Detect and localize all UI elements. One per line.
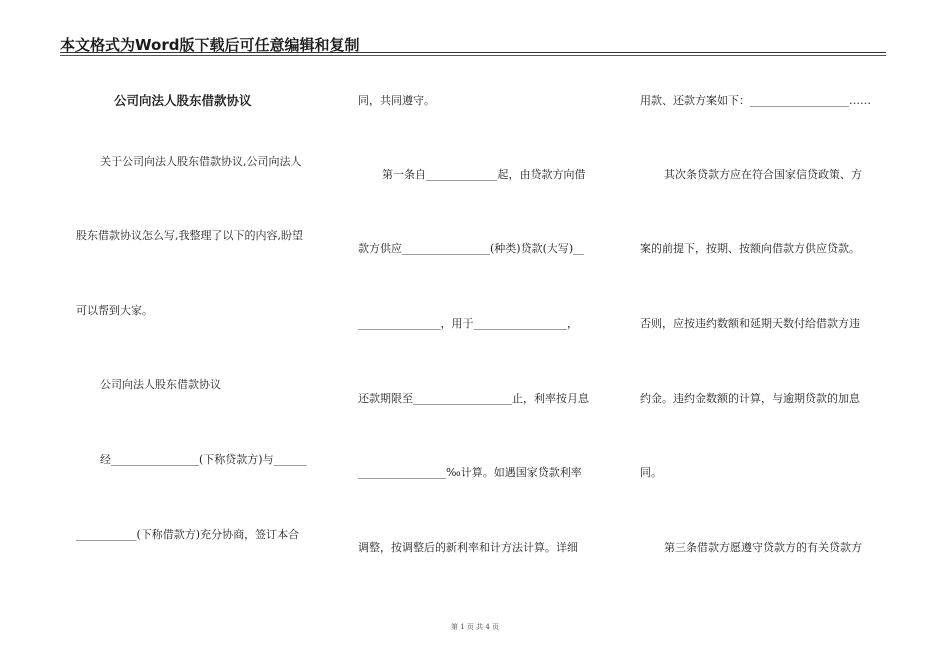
paragraph-line: 可以帮到大家。 bbox=[76, 304, 153, 317]
header-rule bbox=[60, 52, 886, 53]
page-number: 第 1 页 共 4 页 bbox=[450, 623, 500, 631]
paragraph-line: 约金。违约金数额的计算，与逾期贷款的加息 bbox=[640, 392, 860, 405]
paragraph-line: ___________(下称借款方)充分协商，签订本合 bbox=[76, 528, 300, 541]
paragraph-line: 同。 bbox=[640, 466, 662, 479]
paragraph-line: 关于公司向法人股东借款协议,公司向法人 bbox=[100, 155, 302, 168]
paragraph-line: 同，共同遵守。 bbox=[358, 94, 435, 107]
document-banner: 本文格式为Word版下载后可任意编辑和复制 bbox=[60, 36, 360, 54]
header-rule-thin bbox=[60, 55, 886, 56]
paragraph-line: 否则，应按违约数额和延期天数付给借款方违 bbox=[640, 317, 860, 330]
paragraph-line: _______________，用于_________________， bbox=[358, 317, 578, 330]
section-heading: 公司向法人股东借款协议 bbox=[100, 378, 221, 391]
paragraph-line: 其次条贷款方应在符合国家信贷政策、方 bbox=[664, 168, 862, 181]
paragraph-line: 经________________(下称贷款方)与______ bbox=[100, 453, 307, 466]
paragraph-line: 案的前提下，按期、按额向借款方供应贷款。 bbox=[640, 242, 860, 255]
section-heading: 第三条借款方愿遵守贷款方的有关贷款方 bbox=[664, 541, 862, 554]
paragraph-line: ________________‰计算。如遇国家贷款利率 bbox=[358, 466, 582, 479]
paragraph-line: 用款、还款方案如下：__________________…… bbox=[640, 94, 871, 107]
paragraph-line: 调整，按调整后的新利率和计方法计算。详细 bbox=[358, 541, 578, 554]
paragraph-line: 还款期限至__________________止，利率按月息 bbox=[358, 392, 589, 405]
document-title: 公司向法人股东借款协议 bbox=[114, 93, 252, 108]
paragraph-line: 款方供应________________(种类)贷款(大写)__ bbox=[358, 242, 585, 255]
paragraph-line: 第一条自_____________起，由贷款方向借 bbox=[382, 168, 586, 181]
paragraph-line: 股东借款协议怎么写,我整理了以下的内容,盼望 bbox=[76, 229, 303, 242]
